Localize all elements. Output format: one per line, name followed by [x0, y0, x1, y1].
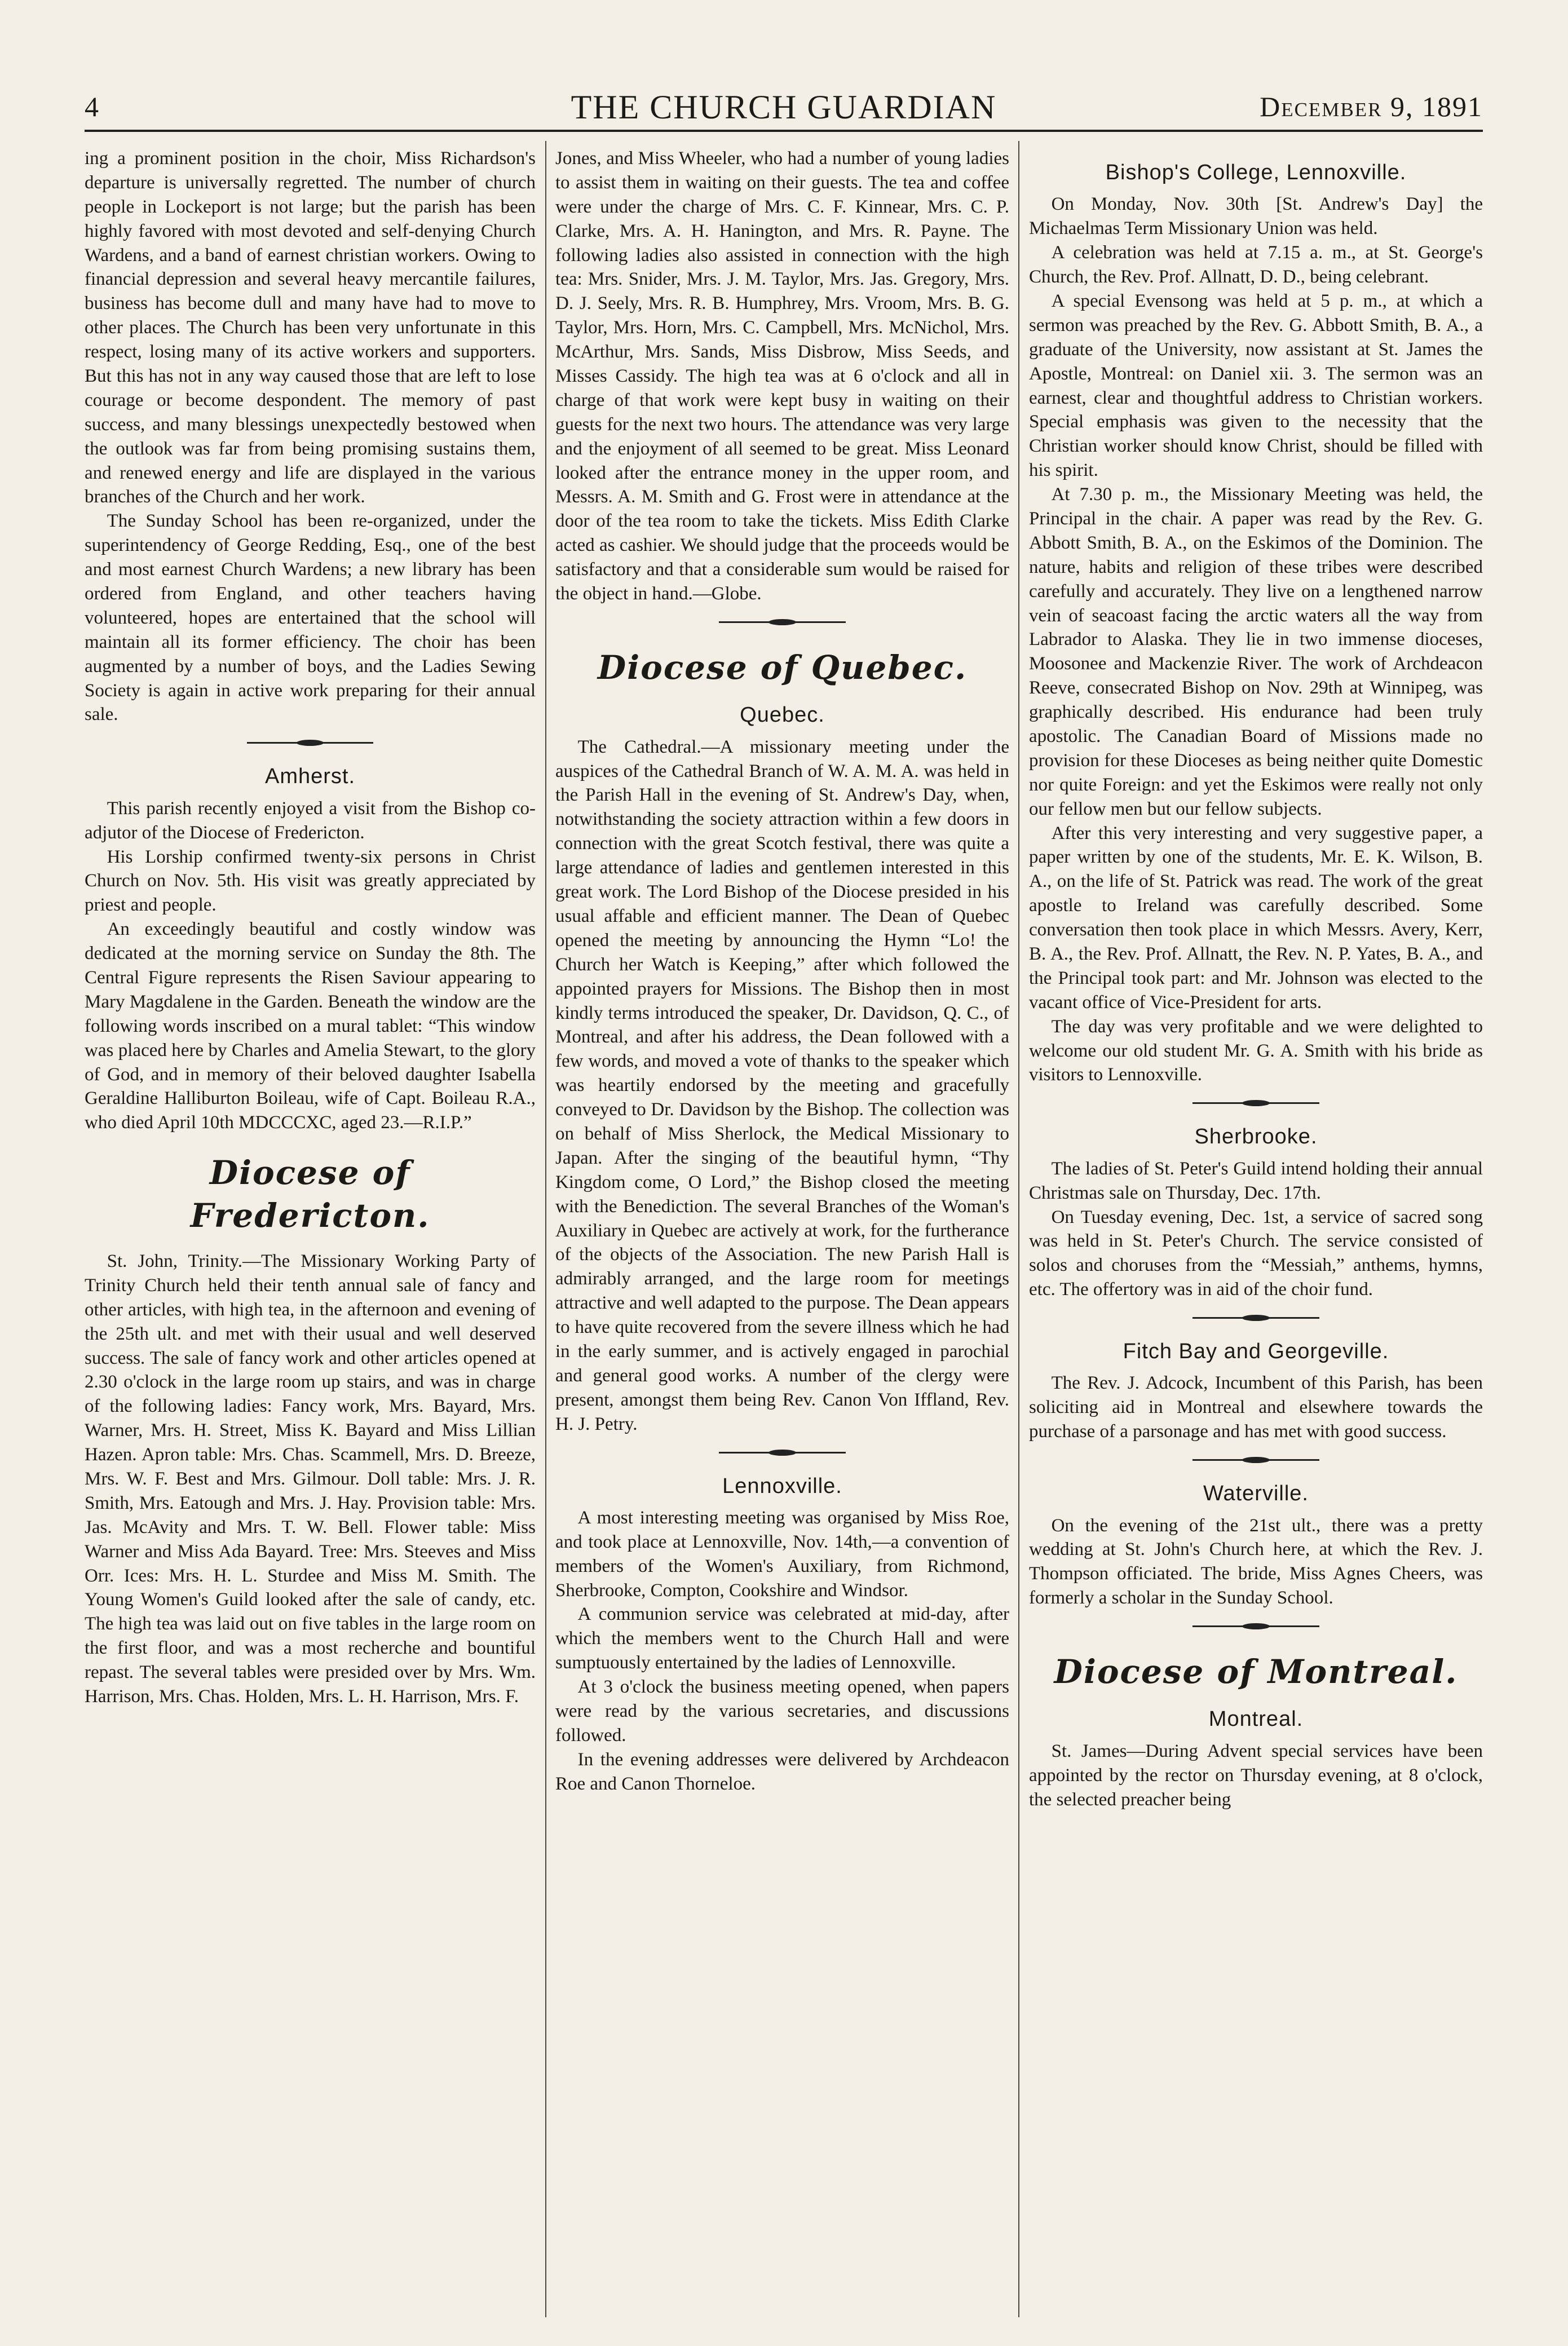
article-paragraph: On Tuesday evening, Dec. 1st, a service of sacred song was held in St. Peter's Church. The service consisted of solos and choruses from the “Messiah,” anthems, hymns, etc. The offertory was in aid of the choir fund. [1029, 1207, 1483, 1300]
section-heading: Montreal. [1208, 1707, 1304, 1731]
section-heading: Waterville. [1203, 1482, 1309, 1506]
section-separator [1029, 1618, 1483, 1634]
issue-date: December 9, 1891 [1260, 91, 1483, 122]
article-paragraph: This parish recently enjoyed a visit from the Bishop co-adjutor of the Diocese of Fredericton. [85, 798, 536, 843]
article-paragraph: An exceedingly beautiful and costly window was dedicated at the morning service on Sunday the 8th. The Central Figure represents the Risen Saviour appearing to Mary Magdalene in the Garden. Beneath the window are the following words inscribed on a mural tablet: “This window was placed here by Charles and Amelia Stewart, to the glory of God, and in memory of their beloved daughter Isabella Geraldine Halliburton Boileau, wife of Capt. Boileau R.A., who died April 10th MDCCCXC, aged 23.—R.I.P.” [85, 919, 536, 1133]
article-paragraph: His Lorship confirmed twenty-six persons in Christ Church on Nov. 5th. His visit was greatly appreciated by priest and people. [85, 846, 536, 916]
article-paragraph: The Rev. J. Adcock, Incumbent of this Parish, has been soliciting aid in Montreal and elsewhere towards the purchase of a parsonage and has met with good success. [1029, 1373, 1483, 1442]
column-2 [555, 147, 1009, 2334]
section-heading: Fitch Bay and Georgeville. [1123, 1340, 1389, 1364]
article-paragraph: On Monday, Nov. 30th [St. Andrew's Day] the Michaelmas Term Missionary Union was held. [1029, 194, 1483, 239]
section-separator [1029, 1310, 1483, 1326]
section-separator [85, 735, 536, 750]
article-paragraph: A most interesting meeting was organised by Miss Roe, and took place at Lennoxville, Nov. 14th,—a convention of members of the Women's Auxiliary, from Richmond, Sherbrooke, Compton, Cookshire and Windsor. [555, 1507, 1009, 1601]
masthead [85, 85, 1483, 132]
section-heading: Amherst. [264, 765, 356, 789]
section-heading: Quebec. [740, 703, 825, 727]
section-separator [555, 614, 1009, 630]
article-paragraph: After this very interesting and very suggestive paper, a paper written by one of the students, Mr. E. K. Wilson, B. A., on the life of St. Patrick was read. The work of the great apostle to Ireland was carefully described. Some conversation then took place in which Messrs. Avery, Kerr, B. A., the Rev. Prof. Allnatt, the Rev. N. P. Yates, B. A., and the Principal took part: and Mr. Johnson was elected to the vacant office of Vice-President for arts. [1029, 823, 1483, 1013]
paper-title: THE CHURCH GUARDIAN [571, 89, 997, 126]
section-heading: Bishop's College, Lennoxville. [1105, 161, 1407, 184]
article-paragraph: A communion service was celebrated at mid-day, after which the members went to the Church Hall and were sumptuously entertained by the ladies of Lennoxville. [555, 1604, 1009, 1673]
article-paragraph: On the evening of the 21st ult., there was a pretty wedding at St. John's Church here, at which the Rev. J. Thompson officiated. The bride, Miss Agnes Cheers, was formerly a scholar in the Sunday School. [1029, 1515, 1483, 1609]
article-paragraph: The Sunday School has been re-organized, under the superintendency of George Redding, Esq., one of the best and most earnest Church Wardens; a new library has been ordered from England, and other teachers having volunteered, hopes are entertained that the school will maintain all its former efficiency. The choir has been augmented by a number of boys, and the Ladies Sewing Society is again in active work preparing for their annual sale. [85, 511, 536, 725]
column-rule [545, 141, 546, 2317]
column-1 [85, 147, 536, 2334]
diocese-heading: Diocese of Fredericton. [190, 1154, 430, 1235]
article-paragraph: The Cathedral.—A missionary meeting under the auspices of the Cathedral Branch of W. A. M. A. was held in the Parish Hall in the evening of St. Andrew's Day, when, notwithstanding the society attraction within a few doors in connection with the great Scotch festival, there was quite a large attendance of ladies and gentlemen interested in this great work. The Lord Bishop of the Diocese presided in his usual affable and efficient manner. The Dean of Quebec opened the meeting by announcing the Hymn “Lo! the Church her Watch is Keeping,” after which followed the appointed prayers for Missions. The Bishop then in most kindly terms introduced the speaker, Dr. Davidson, Q. C., of Montreal, and after his address, the Dean followed with a few words, and moved a vote of thanks to the speaker which was heartily endorsed by the meeting and gracefully conveyed to Dr. Davidson by the Bishop. The collection was on behalf of Miss Sherlock, the Medical Missionary to Japan. After the singing of the beautiful hymn, “Thy Kingdom come, O Lord,” the Bishop closed the meeting with the Benediction. The several Branches of the Woman's Auxiliary in Quebec are actively at work, for the furtherance of the objects of the Association. The new Parish Hall is admirably arranged, and the large room for meetings attractive and well adapted to the purpose. The Dean appears to have quite recovered from the severe illness which he had in the early summer, and is actively engaged in parochial and general good works. A number of the clergy were present, amongst them being Rev. Canon Von Iffland, Rev. H. J. Petry. [555, 736, 1009, 1434]
article-paragraph: The ladies of St. Peter's Guild intend holding their annual Christmas sale on Thursday, Dec. 17th. [1029, 1158, 1483, 1203]
column-rule [1018, 141, 1019, 2317]
diocese-heading: Diocese of Quebec. [597, 648, 968, 687]
article-paragraph: Jones, and Miss Wheeler, who had a number of young ladies to assist them in waiting on their guests. The tea and coffee were under the charge of Mrs. C. F. Kinnear, Mrs. C. P. Clarke, Mrs. A. H. Hanington, and Mrs. R. Payne. The following ladies also assisted in connection with the high tea: Mrs. Snider, Mrs. J. M. Taylor, Mrs. Jas. Gregory, Mrs. D. J. Seely, Mrs. R. B. Humphrey, Mrs. Vroom, Mrs. B. G. Taylor, Mrs. Horn, Mrs. C. Campbell, Mrs. McNichol, Mrs. McArthur, Mrs. Sands, Miss Disbrow, Miss Seeds, and Misses Cassidy. The high tea was at 6 o'clock and all in charge of that work were kept busy in waiting on their guests for the next two hours. The attendance was very large and the enjoyment of all seemed to be great. Miss Leonard looked after the entrance money in the upper room, and Messrs. A. M. Smith and G. Frost were in attendance at the door of the tea room to take the tickets. Miss Edith Clarke acted as cashier. We should judge that the proceeds would be satisfactory and that a considerable sum would be raised for the object in hand.—Globe. [555, 148, 1009, 604]
article-paragraph: A special Evensong was held at 5 p. m., at which a sermon was preached by the Rev. G. Abbott Smith, B. A., a graduate of the University, now assistant at St. James the Apostle, Montreal: on Daniel xii. 3. The sermon was an earnest, clear and thoughtful address to Christian workers. Special emphasis was given to the necessity that the Christian worker should know Christ, should be filled with his spirit. [1029, 290, 1483, 481]
article-paragraph: St. James—During Advent special services have been appointed by the rector on Thursday evening, at 8 o'clock, the selected preacher being [1029, 1740, 1483, 1810]
article-paragraph: ing a prominent position in the choir, Miss Richardson's departure is universally regretted. The number of church people in Lockeport is not large; but the parish has been highly favored with most devoted and self-denying Church Wardens, and a band of earnest christian workers. Owing to financial depression and several heavy mercantile failures, business has become dull and many have had to move to other places. The Church has been very unfortunate in this respect, losing many of its active workers and supporters. But this has not in any way caused those that are left to lose courage or become despondent. The memory of past success, and many blessings unexpectedly bestowed when the outlook was far from being promising sustains them, and renewed energy and life are displayed in the various branches of the Church and her work. [85, 148, 536, 507]
article-paragraph: The day was very profitable and we were delighted to welcome our old student Mr. G. A. Smith with his bride as visitors to Lennoxville. [1029, 1016, 1483, 1085]
section-heading: Sherbrooke. [1194, 1125, 1318, 1149]
section-separator [1029, 1095, 1483, 1111]
article-paragraph: At 7.30 p. m., the Missionary Meeting was held, the Principal in the chair. A paper was read by the Rev. G. Abbott Smith, B. A., on the Eskimos of the Dominion. The nature, habits and religion of these tribes were described carefully and accurately. They live on a lengthened narrow vein of seacoast facing the arctic waters all the way from Labrador to Alaska. They lie in two immense dioceses, Moosonee and Mackenzie River. The work of Archdeacon Reeve, consecrated Bishop on Nov. 29th at Winnipeg, was graphically described. His endurance had been truly apostolic. The Canadian Board of Missions made no provision for these Dioceses as being neither quite Domestic nor quite Foreign: and yet the Eskimos were really not only our fellow men but our fellow subjects. [1029, 484, 1483, 819]
diocese-heading: Diocese of Montreal. [1054, 1653, 1458, 1691]
section-separator [555, 1444, 1009, 1460]
article-paragraph: A celebration was held at 7.15 a. m., at St. George's Church, the Rev. Prof. Allnatt, D. D., being celebrant. [1029, 242, 1483, 288]
section-separator [1029, 1452, 1483, 1468]
article-paragraph: In the evening addresses were delivered by Archdeacon Roe and Canon Thorneloe. [555, 1749, 1009, 1794]
section-heading: Lennoxville. [722, 1474, 842, 1498]
article-paragraph: At 3 o'clock the business meeting opened, when papers were read by the various secretaries, and discussions followed. [555, 1677, 1009, 1746]
page-number: 4 [85, 91, 99, 122]
column-3 [1029, 147, 1483, 2334]
article-paragraph: St. John, Trinity.—The Missionary Working Party of Trinity Church held their tenth annual sale of fancy and other articles, with high tea, in the afternoon and evening of the 25th ult. and met with their usual and well deserved success. The sale of fancy work and other articles opened at 2.30 o'clock in the large room up stairs, and was in charge of the following ladies: Fancy work, Mrs. Bayard, Mrs. Warner, Mrs. H. Street, Miss K. Bayard and Miss Lillian Hazen. Apron table: Mrs. Chas. Scammell, Mrs. D. Breeze, Mrs. W. F. Best and Mrs. Gilmour. Doll table: Mrs. J. R. Smith, Mrs. Eatough and Mrs. J. Hay. Provision table: Mrs. Jas. McAvity and Mrs. T. W. Bell. Flower table: Miss Warner and Miss Ada Bayard. Tree: Mrs. Steeves and Miss Orr. Ices: Mrs. H. L. Sturdee and Miss M. Smith. The Young Women's Guild looked after the sale of candy, etc. The high tea was laid out on five tables in the large room on the first floor, and was a most recherche and bountiful repast. The several tables were presided over by Mrs. Wm. Harrison, Mrs. Chas. Holden, Mrs. L. H. Harrison, Mrs. F. [85, 1251, 536, 1707]
